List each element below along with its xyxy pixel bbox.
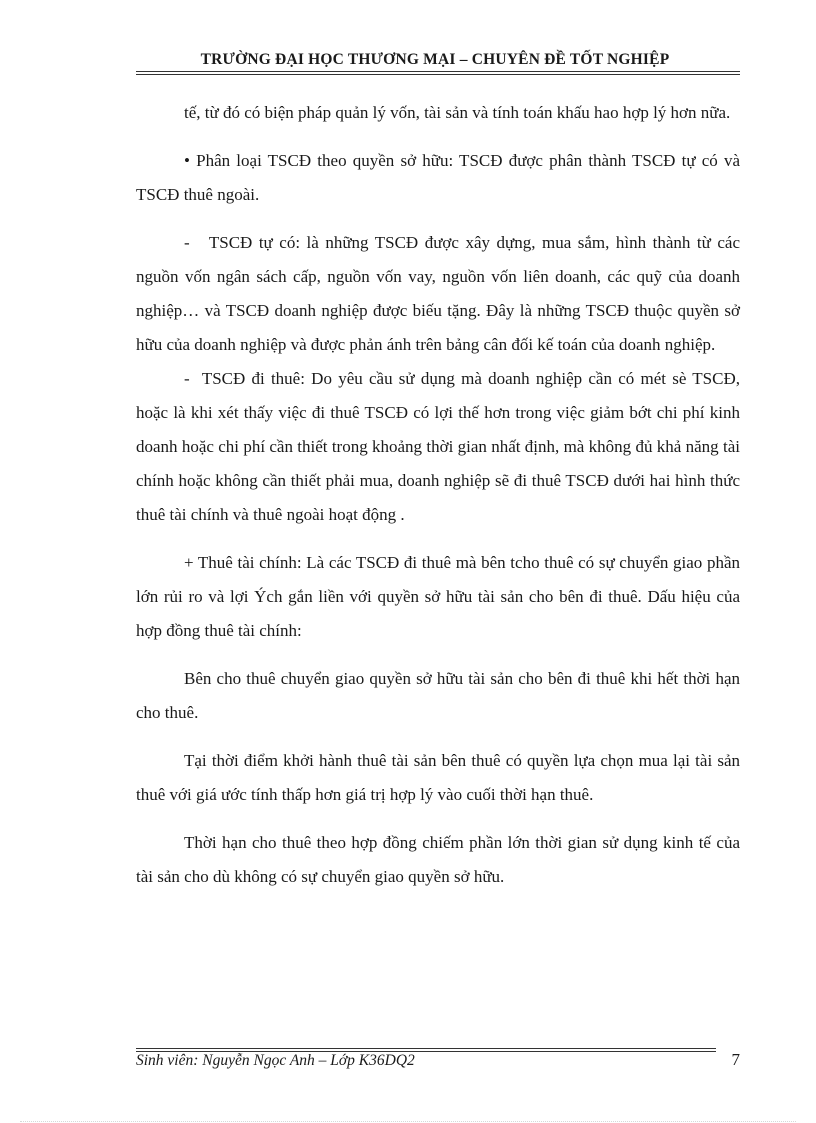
paragraph: - TSCĐ tự có: là những TSCĐ được xây dựng, mua sắm, hình thành từ các nguồn vốn ngân sách cấp, nguồn vốn vay, nguồn vốn liên doanh, các quỹ của doanh nghiệp… và TSCĐ doanh nghiệp được biếu tặng. Đây là những TSCĐ thuộc quyền sở hữu của doanh nghiệp và được phản ánh trên bảng cân đối kế toán của doanh nghiệp. (136, 233, 745, 354)
page-header-title: TRƯỜNG ĐẠI HỌC THƯƠNG MẠI – CHUYÊN ĐỀ TỐT NGHIỆP (200, 51, 670, 68)
paragraph: Thời hạn cho thuê theo hợp đồng chiếm phần lớn thời gian sử dụng kinh tế của tài sản cho dù không có sự chuyển giao quyền sở hữu. (136, 833, 740, 886)
paragraph: tế, từ đó có biện pháp quản lý vốn, tài sản và tính toán khấu hao hợp lý hơn nữa. (184, 103, 731, 122)
page-number: 7 (731, 1050, 740, 1069)
paragraph: - TSCĐ đi thuê: Do yêu cầu sử dụng mà doanh nghiệp cần có mét sè TSCĐ, hoặc là khi xét thấy việc đi thuê TSCĐ có lợi thế hơn trong việc giảm bớt chi phí kinh doanh hoặc chi phí cần thiết trong khoảng thời gian nhất định, mà không đủ khả năng tài chính hoặc không cần thiết phải mua, doanh nghiệp sẽ đi thuê TSCĐ dưới hai hình thức thuê tài chính và thuê ngoài hoạt động . (136, 369, 745, 524)
header-rule-bottom (136, 74, 740, 75)
header-rule-top (136, 71, 740, 72)
body-content (136, 96, 745, 894)
paragraph: Tại thời điểm khởi hành thuê tài sản bên thuê có quyền lựa chọn mua lại tài sản thuê với giá ước tính thấp hơn giá trị hợp lý vào cuối thời hạn thuê. (136, 751, 740, 804)
page-footer (136, 1052, 740, 1076)
paragraph: • Phân loại TSCĐ theo quyền sở hữu: TSCĐ được phân thành TSCĐ tự có và TSCĐ thuê ngoài. (136, 151, 740, 204)
page-bottom-border (20, 1121, 796, 1122)
footer-student-info: Sinh viên: Nguyễn Ngọc Anh – Lớp K36DQ2 (136, 1052, 415, 1069)
footer-rule-top (136, 1048, 716, 1049)
paragraph: + Thuê tài chính: Là các TSCĐ đi thuê mà bên tcho thuê có sự chuyển giao phần lớn rủi ro và lợi Ých gắn liền với quyền sở hữu tài sản cho bên đi thuê. Dấu hiệu của hợp đồng thuê tài chính: (136, 553, 740, 640)
paragraph: Bên cho thuê chuyển giao quyền sở hữu tài sản cho bên đi thuê khi hết thời hạn cho thuê. (136, 669, 740, 722)
